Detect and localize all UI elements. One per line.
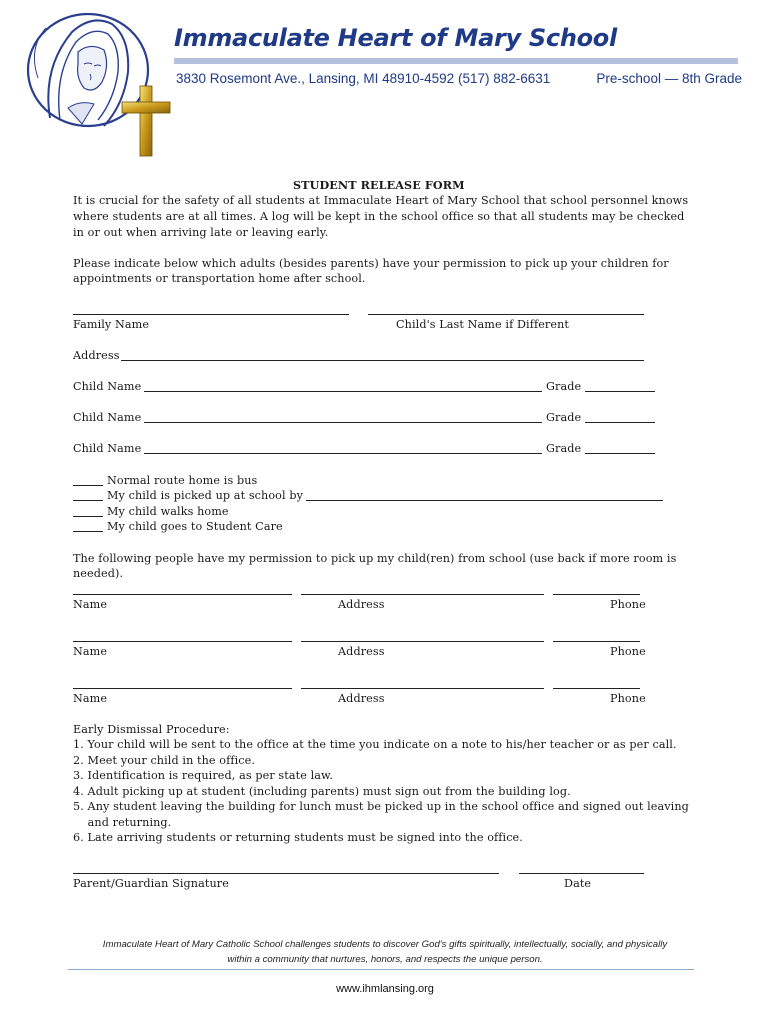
name-column-label: Name [73, 645, 108, 658]
footer-tagline-line-2: within a community that nurtures, honors, and respects the unique person. [227, 954, 543, 965]
authorized-address-field[interactable] [301, 641, 544, 642]
grade-label: Grade [546, 442, 582, 455]
intro-line-2: where students are at all times. A log will be kept in the school office so that all students may be checked [73, 210, 685, 223]
grade-label: Grade [546, 380, 582, 393]
address-field[interactable] [121, 360, 644, 361]
footer-tagline-line-1: Immaculate Heart of Mary Catholic School challenges students to discover God's gifts spiritually, intellectually, socially, and physically [102, 939, 668, 950]
authorized-name-field[interactable] [73, 688, 292, 689]
procedure-item: 5. Any student leaving the building for lunch must be picked up in the school office and signed out leaving [73, 800, 689, 813]
name-column-label: Name [73, 692, 108, 705]
transport-checkbox-pickup[interactable] [73, 500, 103, 501]
authorized-address-field[interactable] [301, 594, 544, 595]
address-column-label: Address [338, 598, 385, 611]
family-name-field[interactable] [73, 314, 349, 315]
grade-label: Grade [546, 411, 582, 424]
permission-line-1: The following people have my permission to pick up my child(ren) from school (use back if more room is [73, 552, 677, 565]
child-last-name-label: Child's Last Name if Different [396, 318, 569, 331]
permission-line-2: needed). [73, 567, 124, 580]
footer-tagline [0, 937, 770, 967]
grade-field[interactable] [585, 391, 655, 392]
instructions-line-2: appointments or transportation home after school. [73, 272, 366, 285]
instructions-line-1: Please indicate below which adults (besides parents) have your permission to pick up your children for [73, 257, 669, 270]
family-name-label: Family Name [73, 318, 150, 331]
date-label: Date [564, 877, 592, 890]
signature-label: Parent/Guardian Signature [73, 877, 229, 890]
transport-checkbox-student-care[interactable] [73, 531, 103, 532]
procedure-item: 6. Late arriving students or returning students must be signed into the office. [73, 831, 523, 844]
transport-option-walks: My child walks home [107, 505, 229, 518]
website-link[interactable]: www.ihmlansing.org [336, 983, 434, 995]
header-divider [174, 58, 738, 64]
grade-field[interactable] [585, 422, 655, 423]
pickup-by-field[interactable] [306, 500, 663, 501]
child-name-label: Child Name [73, 442, 142, 455]
authorized-phone-field[interactable] [553, 641, 640, 642]
school-logo [20, 8, 172, 160]
address-column-label: Address [338, 692, 385, 705]
school-name: Immaculate Heart of Mary School [174, 24, 617, 52]
transport-option-pickup: My child is picked up at school by [107, 489, 304, 502]
authorized-phone-field[interactable] [553, 688, 640, 689]
school-address: 3830 Rosemont Ave., Lansing, MI 48910-4592 (517) 882-6631 [176, 71, 551, 86]
procedure-item: and returning. [73, 816, 172, 829]
transport-checkbox-bus[interactable] [73, 485, 103, 486]
madonna-and-cross-logo-icon [20, 8, 172, 160]
intro-line-3: in or out when arriving late or leaving early. [73, 226, 329, 239]
child-name-field[interactable] [144, 422, 542, 423]
date-field[interactable] [519, 873, 644, 874]
authorized-name-field[interactable] [73, 594, 292, 595]
authorized-address-field[interactable] [301, 688, 544, 689]
signature-field[interactable] [73, 873, 499, 874]
footer-divider [68, 969, 694, 970]
procedure-item: 2. Meet your child in the office. [73, 754, 256, 767]
grade-field[interactable] [585, 453, 655, 454]
address-label: Address [73, 349, 120, 362]
authorized-phone-field[interactable] [553, 594, 640, 595]
grade-range: Pre-school — 8th Grade [596, 71, 742, 86]
phone-column-label: Phone [610, 692, 646, 705]
transport-option-student-care: My child goes to Student Care [107, 520, 283, 533]
phone-column-label: Phone [610, 598, 646, 611]
child-name-label: Child Name [73, 411, 142, 424]
early-dismissal-heading: Early Dismissal Procedure: [73, 723, 230, 736]
child-name-label: Child Name [73, 380, 142, 393]
child-last-name-field[interactable] [368, 314, 644, 315]
transport-option-bus: Normal route home is bus [107, 474, 258, 487]
form-title: STUDENT RELEASE FORM [293, 178, 465, 192]
name-column-label: Name [73, 598, 108, 611]
child-name-field[interactable] [144, 391, 542, 392]
intro-line-1: It is crucial for the safety of all students at Immaculate Heart of Mary School that school personnel knows [73, 194, 689, 207]
transport-checkbox-walks[interactable] [73, 516, 103, 517]
phone-column-label: Phone [610, 645, 646, 658]
procedure-item: 3. Identification is required, as per state law. [73, 769, 334, 782]
procedure-item: 1. Your child will be sent to the office at the time you indicate on a note to his/her teacher or as per call. [73, 738, 677, 751]
address-column-label: Address [338, 645, 385, 658]
procedure-item: 4. Adult picking up at student (including parents) must sign out from the building log. [73, 785, 571, 798]
authorized-name-field[interactable] [73, 641, 292, 642]
child-name-field[interactable] [144, 453, 542, 454]
